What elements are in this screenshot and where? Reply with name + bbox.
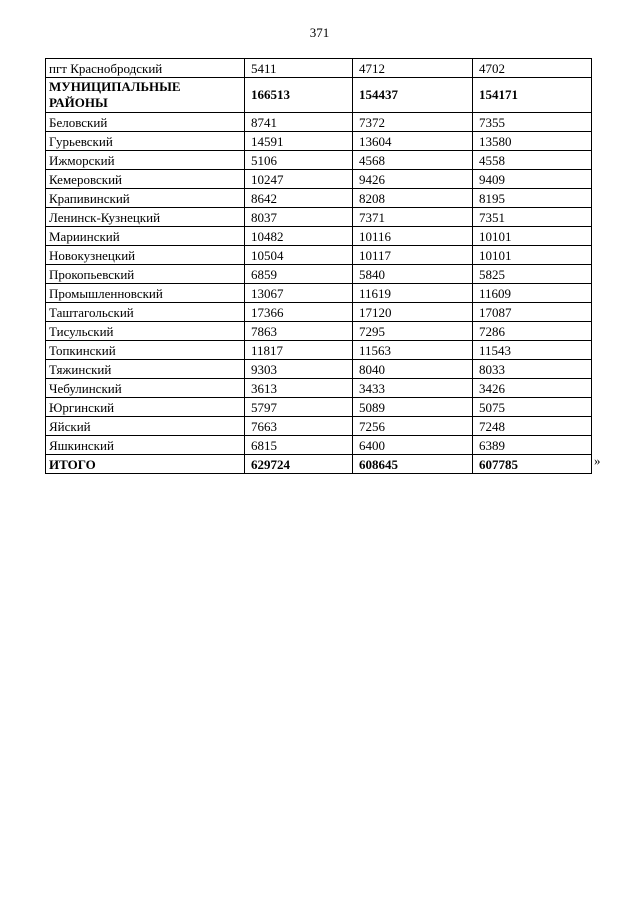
value-cell-2: 7372 (353, 113, 473, 132)
row-name-cell: Ижморский (46, 151, 245, 170)
table-row (46, 436, 592, 455)
row-name-cell: Тисульский (46, 322, 245, 341)
value-cell-2: 7295 (353, 322, 473, 341)
value-cell-1: 6859 (245, 265, 353, 284)
value-cell-2: 9426 (353, 170, 473, 189)
value-cell-1: 14591 (245, 132, 353, 151)
value-cell-1: 8037 (245, 208, 353, 227)
table-row (46, 189, 592, 208)
value-cell-3: 10101 (473, 227, 592, 246)
value-cell-3: 7286 (473, 322, 592, 341)
row-name-cell: Юргинский (46, 398, 245, 417)
value-cell-3: 4558 (473, 151, 592, 170)
value-cell-2: 5089 (353, 398, 473, 417)
population-table (45, 58, 592, 474)
table-row (46, 132, 592, 151)
row-name-cell: МУНИЦИПАЛЬНЫЕ РАЙОНЫ (46, 78, 245, 113)
value-cell-3: 8033 (473, 360, 592, 379)
value-cell-2: 7371 (353, 208, 473, 227)
value-cell-1: 5106 (245, 151, 353, 170)
value-cell-3: 9409 (473, 170, 592, 189)
value-cell-3: 7355 (473, 113, 592, 132)
table-row (46, 265, 592, 284)
table-row (46, 208, 592, 227)
value-cell-3: 3426 (473, 379, 592, 398)
value-cell-2: 608645 (353, 455, 473, 474)
value-cell-1: 10482 (245, 227, 353, 246)
table-row (46, 284, 592, 303)
table-row (46, 113, 592, 132)
value-cell-3: 5825 (473, 265, 592, 284)
table-row (46, 341, 592, 360)
table-row (46, 322, 592, 341)
value-cell-2: 8208 (353, 189, 473, 208)
value-cell-3: 10101 (473, 246, 592, 265)
section-header-row (46, 78, 592, 113)
value-cell-3: 11543 (473, 341, 592, 360)
value-cell-3: 154171 (473, 78, 592, 113)
total-row (46, 455, 592, 474)
table-row (46, 170, 592, 189)
table-row (46, 303, 592, 322)
value-cell-2: 11563 (353, 341, 473, 360)
row-name-cell: Топкинский (46, 341, 245, 360)
value-cell-2: 10116 (353, 227, 473, 246)
row-name-cell: Чебулинский (46, 379, 245, 398)
value-cell-2: 6400 (353, 436, 473, 455)
value-cell-3: 5075 (473, 398, 592, 417)
table-row (46, 151, 592, 170)
closing-quote: » (594, 453, 601, 468)
table-row (46, 227, 592, 246)
row-name-cell: ИТОГО (46, 455, 245, 474)
value-cell-1: 8741 (245, 113, 353, 132)
value-cell-2: 4568 (353, 151, 473, 170)
value-cell-1: 7663 (245, 417, 353, 436)
value-cell-3: 607785 (473, 455, 592, 474)
value-cell-1: 13067 (245, 284, 353, 303)
table-row (46, 59, 592, 78)
page-number: 371 (309, 25, 330, 40)
value-cell-3: 11609 (473, 284, 592, 303)
value-cell-2: 13604 (353, 132, 473, 151)
row-name-cell: Прокопьевский (46, 265, 245, 284)
row-name-cell: пгт Краснобродский (46, 59, 245, 78)
table-row (46, 417, 592, 436)
value-cell-3: 13580 (473, 132, 592, 151)
value-cell-3: 6389 (473, 436, 592, 455)
value-cell-3: 4702 (473, 59, 592, 78)
row-name-cell: Мариинский (46, 227, 245, 246)
row-name-cell: Гурьевский (46, 132, 245, 151)
value-cell-2: 8040 (353, 360, 473, 379)
row-name-cell: Новокузнецкий (46, 246, 245, 265)
value-cell-1: 9303 (245, 360, 353, 379)
value-cell-2: 4712 (353, 59, 473, 78)
value-cell-2: 154437 (353, 78, 473, 113)
value-cell-3: 7248 (473, 417, 592, 436)
value-cell-1: 11817 (245, 341, 353, 360)
row-name-cell: Тяжинский (46, 360, 245, 379)
row-name-cell: Крапивинский (46, 189, 245, 208)
row-name-cell: Промышленновский (46, 284, 245, 303)
value-cell-3: 8195 (473, 189, 592, 208)
value-cell-2: 10117 (353, 246, 473, 265)
value-cell-1: 8642 (245, 189, 353, 208)
row-name-cell: Яйский (46, 417, 245, 436)
row-name-cell: Кемеровский (46, 170, 245, 189)
value-cell-1: 166513 (245, 78, 353, 113)
value-cell-3: 17087 (473, 303, 592, 322)
table-row (46, 379, 592, 398)
value-cell-1: 10247 (245, 170, 353, 189)
table-row (46, 360, 592, 379)
value-cell-1: 17366 (245, 303, 353, 322)
row-name-cell: Ленинск-Кузнецкий (46, 208, 245, 227)
value-cell-2: 17120 (353, 303, 473, 322)
value-cell-1: 10504 (245, 246, 353, 265)
value-cell-1: 629724 (245, 455, 353, 474)
row-name-cell: Яшкинский (46, 436, 245, 455)
table-row (46, 246, 592, 265)
value-cell-1: 6815 (245, 436, 353, 455)
value-cell-1: 7863 (245, 322, 353, 341)
table-row (46, 398, 592, 417)
value-cell-3: 7351 (473, 208, 592, 227)
value-cell-1: 5411 (245, 59, 353, 78)
row-name-cell: Беловский (46, 113, 245, 132)
value-cell-2: 11619 (353, 284, 473, 303)
value-cell-1: 5797 (245, 398, 353, 417)
value-cell-2: 3433 (353, 379, 473, 398)
row-name-cell: Таштагольский (46, 303, 245, 322)
value-cell-2: 5840 (353, 265, 473, 284)
value-cell-2: 7256 (353, 417, 473, 436)
value-cell-1: 3613 (245, 379, 353, 398)
